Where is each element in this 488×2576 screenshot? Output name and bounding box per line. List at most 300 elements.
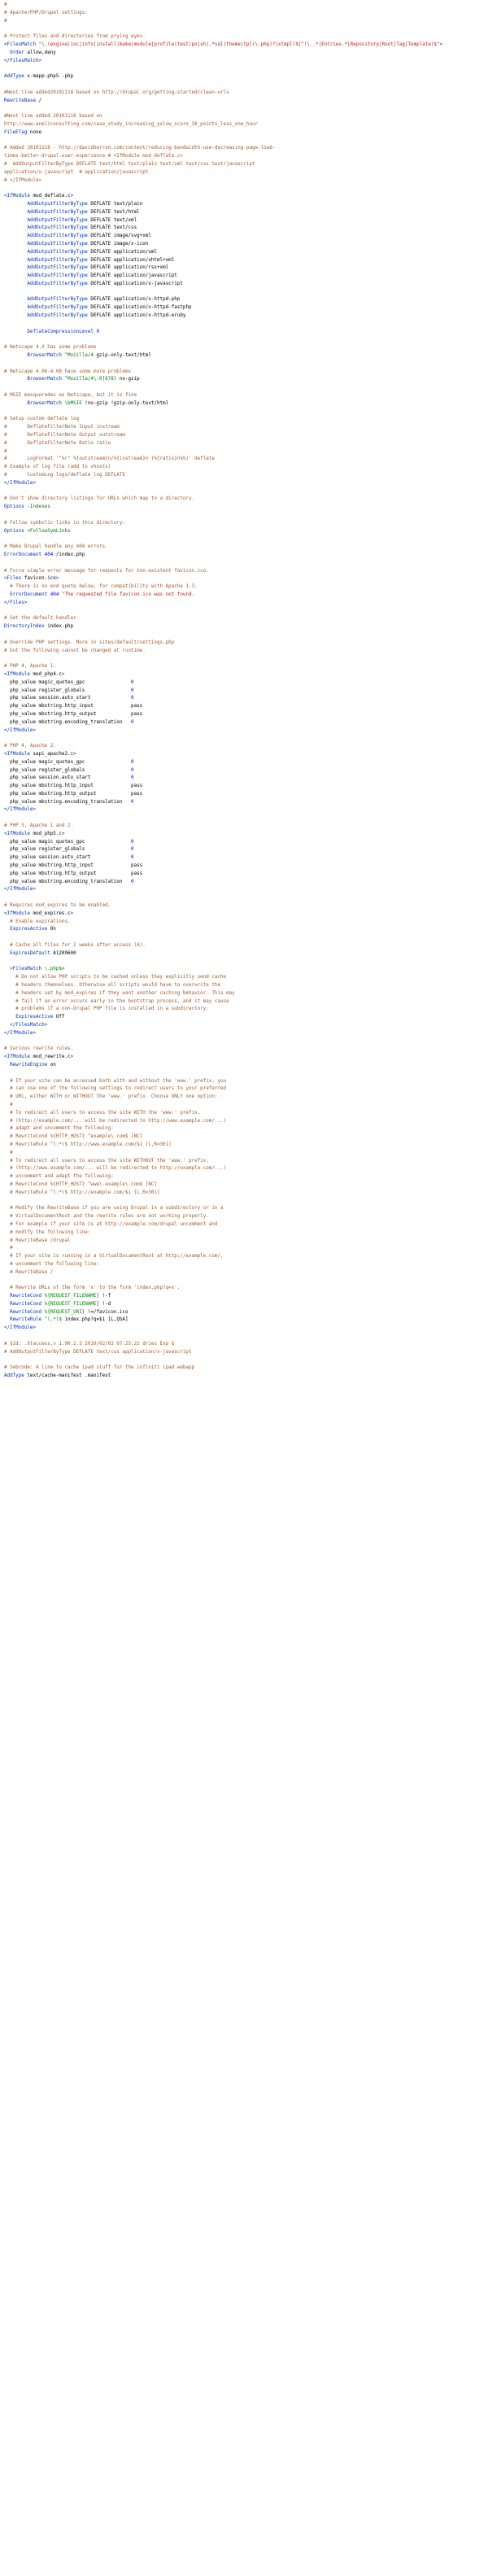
- code-line: [4, 695, 488, 703]
- directive-token: <IfModule: [4, 910, 30, 916]
- text-token: [4, 282, 27, 286]
- code-line: [4, 528, 488, 536]
- code-line: [4, 33, 488, 41]
- comment-token: # problems if a non-Drupal PHP file is installed in a subdirectory.: [4, 1006, 209, 1012]
- comment-token: # If your site can be accessed both with and without the 'www.' prefix, you: [4, 1078, 227, 1084]
- comment-token: # Set the default handler.: [4, 616, 80, 622]
- code-line: [4, 568, 488, 576]
- code-line: [4, 321, 488, 329]
- code-line: [4, 289, 488, 297]
- code-line: [4, 1085, 488, 1094]
- code-line: [4, 225, 488, 233]
- directive-token: >: [70, 1054, 74, 1060]
- text-token: [4, 218, 27, 223]
- code-line: [4, 1349, 488, 1357]
- comment-token: # adapt and uncomment the following:: [4, 1126, 114, 1132]
- code-line: [4, 264, 488, 273]
- comment-token: #: [4, 18, 7, 24]
- code-line: [4, 1261, 488, 1269]
- code-line: [4, 41, 488, 50]
- value-token: %{REQUEST_URI}: [44, 1309, 85, 1315]
- code-line: [4, 233, 488, 241]
- comment-token: # Make Drupal handle any 404 errors.: [4, 544, 108, 550]
- text-token: php_value mbstring.http_input pass: [4, 863, 143, 869]
- code-line: [4, 1221, 488, 1229]
- text-token: DEFLATE application/javascript: [87, 273, 177, 279]
- text-token: mod_deflate.c: [29, 194, 71, 199]
- comment-token: # DeflateFilterNote Ratio ratio: [4, 440, 111, 446]
- text-token: php_value mbstring.encoding_translation: [4, 799, 132, 805]
- text-token: DEFLATE text/plain: [87, 201, 143, 207]
- code-line: [4, 1150, 488, 1158]
- comment-token: # MSIE masquerades as Netscape, but it is fine: [4, 393, 137, 399]
- text-token: DEFLATE text/xml: [87, 217, 137, 223]
- code-line: [4, 775, 488, 783]
- code-line: [4, 273, 488, 281]
- text-token: favicon.ico: [21, 576, 56, 582]
- comment-token: #: [4, 1150, 13, 1155]
- directive-token: </IfModule>: [4, 480, 37, 486]
- directive-token: >: [439, 41, 443, 47]
- comment-token: # $Id: .htaccess,v 1.90.2.5 2010/02/02 07:25:22 dries Exp $: [4, 1341, 175, 1347]
- code-line: [4, 942, 488, 950]
- directive-token: AddOutputFilterByType: [27, 209, 88, 215]
- directive-token: DirectoryIndex: [4, 624, 45, 630]
- text-token: php_value mbstring.http_output pass: [4, 711, 143, 717]
- code-line: [4, 814, 488, 823]
- code-line: [4, 496, 488, 504]
- code-line: [4, 456, 488, 464]
- comment-token: # Force simple error message for requests for non-existent favicon.ico.: [4, 568, 209, 574]
- comment-token: # Protect files and directories from prying eyes.: [4, 34, 146, 40]
- code-line: [4, 113, 488, 121]
- comment-token: #: [4, 448, 7, 454]
- directive-token: <IfModule: [4, 194, 30, 199]
- code-line: [4, 121, 488, 129]
- comment-token: # Netscape 4.06-4.08 have some more problems: [4, 369, 132, 374]
- comment-token: # Various rewrite rules.: [4, 1046, 74, 1052]
- comment-token: #: [4, 1102, 13, 1107]
- code-line: [4, 575, 488, 583]
- code-line: [4, 934, 488, 942]
- code-line: [4, 1277, 488, 1286]
- directive-token: ExpiresDefault: [10, 950, 50, 956]
- directive-token: RewriteCond: [10, 1309, 42, 1315]
- comment-token: # headers themselves. Otherwise all scripts would have to overwrite the: [4, 983, 220, 989]
- code-line: [4, 583, 488, 592]
- code-line: [4, 1070, 488, 1078]
- text-token: php_value mbstring.http_output pass: [4, 871, 143, 876]
- number-token: 0: [131, 855, 134, 861]
- text-token: index.php?q=$1 [L,QSA]: [61, 1317, 129, 1323]
- directive-token: ExpiresActive: [10, 927, 48, 932]
- text-token: DEFLATE application/x-httpd-fastphp: [87, 305, 192, 311]
- code-line: [4, 241, 488, 249]
- code-line: [4, 902, 488, 910]
- comment-token: # Enable expirations.: [4, 919, 71, 924]
- text-token: php_value mbstring.http_input pass: [4, 784, 143, 789]
- code-line: [4, 304, 488, 312]
- number-token: 0: [131, 719, 134, 725]
- code-line: [4, 201, 488, 209]
- comment-token: # Cache all files for 2 weeks after access (A).: [4, 943, 146, 949]
- directive-token: >: [70, 194, 74, 199]
- code-line: [4, 432, 488, 440]
- text-token: no-gzip: [116, 377, 140, 382]
- comment-token: http://www.aneliconsulting.com/case_study_increasing_yslow_score_38_points_less_one_hour: [4, 121, 259, 127]
- directive-token: RewriteBase: [4, 98, 37, 103]
- text-token: allow,deny: [24, 50, 56, 55]
- text-token: mod_php4.c: [29, 671, 62, 677]
- code-line: [4, 249, 488, 257]
- directive-token: >: [61, 671, 65, 677]
- code-line: [4, 831, 488, 839]
- code-line: [4, 1022, 488, 1030]
- directive-token: AddOutputFilterByType: [27, 201, 88, 207]
- code-line: [4, 1038, 488, 1046]
- code-line: [4, 1198, 488, 1206]
- code-line: [4, 504, 488, 512]
- text-token: php_value mbstring.http_output pass: [4, 791, 143, 797]
- comment-token: # </IfModule>: [4, 177, 42, 183]
- number-token: 0: [131, 839, 134, 845]
- code-line: [4, 65, 488, 73]
- directive-token: </FilesMatch>: [4, 58, 42, 63]
- text-token: x-mapp-php5 .php: [24, 74, 74, 80]
- comment-token: # (http://example.com/... will be redirected to http://www.example.com/...): [4, 1118, 227, 1124]
- code-line: [4, 10, 488, 18]
- code-line: [4, 1253, 488, 1261]
- code-line: [4, 958, 488, 967]
- code-line: [4, 384, 488, 392]
- comment-token: # RewriteCond %{HTTP_HOST} ^www\.example\.com$ [NC]: [4, 1181, 157, 1187]
- code-line: [4, 177, 488, 186]
- directive-token: </FilesMatch>: [10, 1023, 48, 1028]
- code-line: [4, 369, 488, 377]
- code-line: [4, 663, 488, 671]
- directive-token: AddOutputFilterByType: [27, 313, 88, 319]
- code-line: [4, 424, 488, 432]
- text-token: !no-gzip !gzip-only-text/html: [81, 400, 169, 406]
- number-token: 0: [131, 759, 134, 765]
- code-line: [4, 193, 488, 201]
- directive-token: </Files>: [4, 600, 28, 605]
- code-line: [4, 90, 488, 98]
- comment-token: # CustomLog logs/deflate_log DEFLATE: [4, 473, 125, 478]
- code-line: [4, 640, 488, 648]
- directive-token: </IfModule>: [4, 1325, 37, 1331]
- text-token: /index.php: [53, 552, 85, 557]
- comment-token: # To redirect all users to access the site WITHOUT the 'www.' prefix,: [4, 1158, 209, 1164]
- code-line: [4, 336, 488, 344]
- text-token: php_value session.auto_start: [4, 696, 132, 701]
- code-line: [4, 329, 488, 337]
- code-line: [4, 1356, 488, 1364]
- directive-token: ErrorDocument: [10, 592, 48, 597]
- code-line: [4, 1102, 488, 1110]
- code-line: [4, 1046, 488, 1054]
- code-line: [4, 767, 488, 775]
- comment-token: # fail if an error occurs early in the bootstrap process, and it may cause: [4, 998, 229, 1004]
- text-token: DEFLATE application/rss+xml: [87, 265, 169, 271]
- number-token: 0: [131, 847, 134, 853]
- code-line: [4, 1118, 488, 1126]
- comment-token: # RewriteRule ^(.*)$ http://example.com/$1 [L,R=301]: [4, 1190, 160, 1195]
- text-token: php_value register_globals: [4, 767, 132, 773]
- code-line: [4, 966, 488, 974]
- code-line: [4, 608, 488, 616]
- text-token: [4, 305, 27, 310]
- directive-token: Options: [4, 528, 24, 534]
- code-line: [4, 879, 488, 887]
- comment-token: # Setup custom deflate log: [4, 417, 80, 422]
- directive-token: ExpiresActive: [15, 1015, 54, 1020]
- text-token: DEFLATE text/html: [87, 209, 140, 215]
- text-token: php_value mbstring.encoding_translation: [4, 719, 132, 725]
- directive-token: BrowserMatch: [27, 377, 62, 382]
- string-token: "The requested file favicon.ico was not found.: [61, 592, 195, 597]
- code-line: [4, 360, 488, 369]
- code-line: [4, 990, 488, 998]
- comment-token: # To redirect all users to access the site WITH the 'www.' prefix,: [4, 1110, 201, 1116]
- number-token: 404: [50, 592, 59, 597]
- code-line: [4, 1165, 488, 1173]
- code-line: [4, 910, 488, 919]
- comment-token: # headers set by mod_expires if they want another caching behavior. This may: [4, 990, 235, 996]
- code-line: [4, 886, 488, 894]
- comment-token: #: [4, 1246, 13, 1251]
- text-token: php_value register_globals: [4, 847, 132, 853]
- comment-token: #Next line added 20101118 based on: [4, 114, 102, 120]
- directive-token: >: [61, 967, 65, 972]
- code-line: [4, 185, 488, 193]
- text-token: index.php: [44, 624, 74, 630]
- code-line: [4, 408, 488, 417]
- code-line: [4, 998, 488, 1006]
- directive-token: AddOutputFilterByType: [27, 297, 88, 303]
- directive-token: <IfModule: [4, 831, 30, 836]
- code-line: [4, 50, 488, 58]
- text-token: php_value register_globals: [4, 688, 132, 693]
- directive-token: <IfModule: [4, 671, 30, 677]
- text-token: [4, 265, 27, 270]
- code-line: [4, 1190, 488, 1198]
- code-line: [4, 1125, 488, 1133]
- comment-token: # RewriteCond %{HTTP_HOST} ^example\.com$ [NC]: [4, 1134, 143, 1140]
- code-line: [4, 448, 488, 456]
- code-line: [4, 257, 488, 265]
- code-line: [4, 735, 488, 743]
- directive-token: BrowserMatch: [27, 353, 62, 359]
- text-token: DEFLATE image/svg+xml: [87, 234, 151, 239]
- code-line: [4, 823, 488, 831]
- number-token: 0: [131, 696, 134, 701]
- code-line: [4, 1142, 488, 1150]
- directive-token: AddOutputFilterByType: [27, 281, 88, 286]
- text-token: !=/favicon.ico: [85, 1309, 129, 1315]
- text-token: php_value session.auto_start: [4, 855, 132, 861]
- code-line: [4, 488, 488, 496]
- number-token: 0: [131, 679, 134, 685]
- code-line: [4, 535, 488, 544]
- directive-token: </IfModule>: [4, 887, 37, 893]
- code-line: [4, 871, 488, 879]
- directive-token: <FilesMatch: [4, 41, 39, 47]
- comment-token: # (http://www.example.com/... will be redirected to http://example.com/...): [4, 1166, 227, 1172]
- code-line: [4, 1293, 488, 1301]
- directive-token: <FilesMatch: [10, 967, 42, 972]
- text-token: php_value session.auto_start: [4, 775, 132, 781]
- code-line: [4, 296, 488, 304]
- code-line: [4, 1110, 488, 1118]
- directive-token: ErrorDocument: [4, 552, 42, 557]
- value-token: \bMSIE: [64, 400, 82, 406]
- code-line: [4, 376, 488, 384]
- code-line: [4, 1014, 488, 1022]
- comment-token: # Sebcode: A line to cache ipad stuff for the infiniti ipad webapp: [4, 1365, 195, 1371]
- code-line: [4, 839, 488, 847]
- code-line: [4, 894, 488, 902]
- text-token: php_value magic_quotes_gpc: [4, 759, 132, 765]
- comment-token: # There is no end quote below, for compatibility with Apache 1.3.: [4, 584, 198, 590]
- directive-token: Options: [4, 504, 24, 510]
- code-line: [4, 1054, 488, 1062]
- comment-token: # RewriteRule ^(.*)$ http://www.example.com/$1 [L,R=301]: [4, 1142, 172, 1147]
- directive-token: BrowserMatch: [27, 400, 62, 406]
- text-token: none: [27, 129, 42, 135]
- code-line: [4, 512, 488, 520]
- text-token: !-d: [99, 1301, 111, 1307]
- text-token: [4, 353, 27, 358]
- number-token: 0: [131, 879, 134, 884]
- directive-token: AddOutputFilterByType: [27, 249, 88, 255]
- string-token: "\.(engine|inc|info|install|make|module|profile|test|po|sh|.*sql|theme|tpl(\.php)?|xtmpl)$|^(\..*|Entries.*|Repository|Root|Tag|Template)$": [38, 41, 440, 47]
- code-line: [4, 560, 488, 568]
- comment-token: # Requires mod_expires to be enabled.: [4, 903, 111, 909]
- code-line: [4, 344, 488, 352]
- number-token: 404: [44, 552, 54, 557]
- code-line: [4, 1062, 488, 1070]
- comment-token: # Modify the RewriteBase if you are using Drupal in a subdirectory or in a: [4, 1206, 224, 1212]
- value-token: +FollowSymLinks: [27, 528, 71, 534]
- code-line: [4, 743, 488, 751]
- directive-token: AddOutputFilterByType: [27, 217, 88, 223]
- value-token: \.php$: [44, 967, 62, 972]
- number-token: 0: [131, 775, 134, 781]
- text-token: DEFLATE application/x-javascript: [87, 281, 183, 286]
- comment-token: # Added 20101118 - http://davidherron.com/content/reducing-bandwidth-use-decreasing-page-load-: [4, 146, 276, 151]
- code-line: [4, 688, 488, 696]
- text-token: DEFLATE text/css: [87, 225, 137, 231]
- text-token: [4, 273, 27, 278]
- code-line: [4, 719, 488, 727]
- code-line: [4, 312, 488, 321]
- code-line: [4, 1341, 488, 1349]
- directive-token: </IfModule>: [4, 807, 37, 813]
- text-token: php_value mbstring.encoding_translation: [4, 879, 132, 884]
- text-token: [4, 297, 27, 302]
- value-token: ^(.*)$: [44, 1317, 62, 1323]
- number-token: 0: [131, 799, 134, 805]
- code-line: [4, 105, 488, 113]
- code-line: [4, 615, 488, 623]
- comment-token: # can use one of the following settings to redirect users to your preferred: [4, 1086, 227, 1092]
- code-line: [4, 655, 488, 663]
- code-line: [4, 600, 488, 608]
- text-token: [4, 313, 27, 318]
- code-line: [4, 1333, 488, 1341]
- code-line: [4, 862, 488, 871]
- code-line: [4, 480, 488, 488]
- directive-token: AddOutputFilterByType: [27, 273, 88, 279]
- code-line: [4, 1238, 488, 1246]
- comment-token: # PHP 4, Apache 1.: [4, 664, 56, 670]
- text-token: DEFLATE application/x-httpd-php: [87, 297, 181, 303]
- code-line: [4, 759, 488, 767]
- comment-token: # For example if your site is at http://example.com/drupal uncomment and: [4, 1221, 218, 1227]
- text-token: !-f: [99, 1294, 111, 1299]
- code-line: [4, 926, 488, 934]
- comment-token: application/x-javascript # application/javascript: [4, 169, 149, 175]
- text-token: sapi_apache2.c: [29, 751, 74, 757]
- number-token: 0: [131, 688, 134, 693]
- comment-token: # Netscape 4.X has some problems: [4, 345, 97, 351]
- directive-token: RewriteRule: [10, 1317, 42, 1323]
- code-line: [4, 209, 488, 217]
- code-line: [4, 58, 488, 66]
- code-line: [4, 1205, 488, 1213]
- text-token: mod_rewrite.c: [29, 1054, 71, 1060]
- comment-token: # Don't show directory listings for URLs which map to a directory.: [4, 496, 195, 502]
- code-line: [4, 1173, 488, 1181]
- code-line: [4, 138, 488, 146]
- text-token: [4, 330, 27, 334]
- code-line: [4, 982, 488, 990]
- code-line: [4, 1094, 488, 1102]
- code-line: [4, 950, 488, 958]
- code-line: [4, 25, 488, 33]
- code-line: [4, 1309, 488, 1317]
- code-line: [4, 974, 488, 982]
- directive-token: DeflateCompressionLevel: [27, 329, 94, 334]
- comment-token: # but the following cannot be changed at runtime.: [4, 648, 146, 653]
- text-token: php_value magic_quotes_gpc: [4, 839, 132, 845]
- comment-token: # VirtualDocumentRoot and the rewrite rules are not working properly.: [4, 1214, 209, 1220]
- text-token: [4, 1015, 15, 1019]
- value-token: -Indexes: [27, 504, 50, 510]
- directive-token: AddOutputFilterByType: [27, 305, 88, 311]
- comment-token: # DeflateFilterNote Input instream: [4, 425, 120, 430]
- comment-token: # RewriteBase /: [4, 1269, 54, 1275]
- code-line: [4, 1078, 488, 1086]
- code-line: [4, 1373, 488, 1381]
- text-token: php_value mbstring.http_input pass: [4, 704, 143, 709]
- comment-token: #: [4, 2, 7, 7]
- text-token: [4, 225, 27, 230]
- text-token: [4, 401, 27, 406]
- comment-token: # modify the following line:: [4, 1229, 91, 1235]
- comment-token: # Override PHP settings. More in sites/default/settings.php: [4, 640, 175, 645]
- code-line: [4, 416, 488, 424]
- text-token: [4, 377, 27, 382]
- directive-token: <IfModule: [4, 751, 30, 757]
- code-line: [4, 1181, 488, 1190]
- text-token: [4, 210, 27, 215]
- text-token: On: [47, 927, 56, 932]
- directive-token: RewriteCond: [10, 1301, 42, 1307]
- code-line: [4, 392, 488, 400]
- text-token: DEFLATE application/xml: [87, 249, 157, 255]
